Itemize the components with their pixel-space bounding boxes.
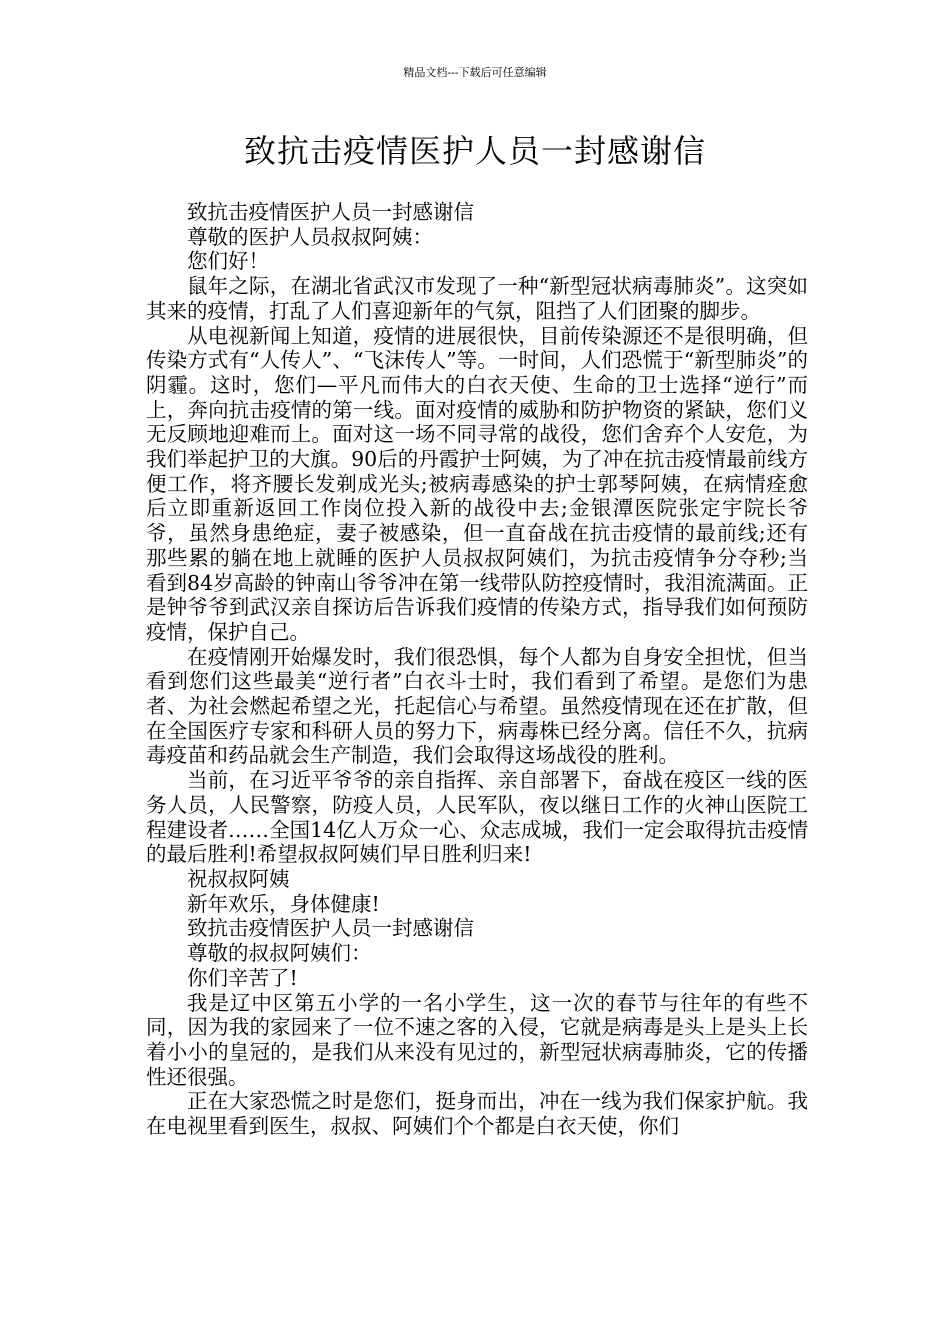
- paragraph: 在疫情刚开始爆发时，我们很恐惧，每个人都为自身安全担忧，但当看到您们这些最美“逆行者”白衣斗士时，我们看到了希望。是您们为患者、为社会燃起希望之光，托起信心与希望。虽然疫情现在还在扩散，但在全国医疗专家和科研人员的努力下，病毒株已经分离。信任不久，抗病毒疫苗和药品就会生产制造，我们会取得这场战役的胜利。: [146, 644, 808, 768]
- paragraph: 你们辛苦了!: [187, 965, 298, 990]
- paragraph: 正在大家恐慌之时是您们，挺身而出，冲在一线为我们保家护航。我在电视里看到医生，叔叔、阿姨们个个都是白衣天使，你们: [146, 1089, 808, 1139]
- paragraph: 我是辽中区第五小学的一名小学生，这一次的春节与往年的有些不同，因为我的家园来了一位不速之客的入侵，它就是病毒是头上是头上长着小小的皇冠的，是我们从来没有见过的，新型冠状病毒肺炎，它的传播性还很强。: [146, 990, 808, 1089]
- header-note: 精品文档---下载后可任意编辑: [403, 66, 547, 79]
- paragraph: 尊敬的叔叔阿姨们：: [187, 941, 372, 966]
- paragraph: 鼠年之际，在湖北省武汉市发现了一种“新型冠状病毒肺炎”。这突如其来的疫情，打乱了人们喜迎新年的气氛，阻挡了人们团聚的脚步。: [146, 274, 808, 323]
- paragraph: 您们好！: [187, 249, 269, 274]
- paragraph: 祝叔叔阿姨: [187, 866, 290, 891]
- paragraph: 致抗击疫情医护人员一封感谢信: [187, 916, 474, 941]
- paragraph: 致抗击疫情医护人员一封感谢信: [187, 200, 474, 224]
- paragraph: 从电视新闻上知道，疫情的进展很快，目前传染源还不是很明确，但传染方式有“人传人”、“飞沫传人”等。一时间，人们恐慌于“新型肺炎”的阴霾。这时，您们—平凡而伟大的白衣天使、生命的卫士选择“逆行”而上，奔向抗击疫情的第一线。面对疫情的威胁和防护物资的紧缺，您们义无反顾地迎难而上。面对这一场不同寻常的战役，您们舍弃个人安危，为我们举起护卫的大旗。90后的丹霞护士阿姨，为了冲在抗击疫情最前线方便工作，将齐腰长发剃成光头;被病毒感染的护士郭琴阿姨，在病情痊愈后立即重新返回工作岗位投入新的战役中去;金银潭医院张定宇院长爷爷，虽然身患绝症，妻子被感染，但一直奋战在抗击疫情的最前线;还有那些累的躺在地上就睡的医护人员叔叔阿姨们，为抗击疫情争分夺秒;当看到84岁高龄的钟南山爷爷冲在第一线带队防控疫情时，我泪流满面。正是钟爷爷到武汉亲自探访后告诉我们疫情的传染方式，指导我们如何预防疫情，保护自己。: [146, 323, 808, 644]
- paragraph: 尊敬的医护人员叔叔阿姨：: [187, 224, 433, 249]
- document-title: 致抗击疫情医护人员一封感谢信: [243, 132, 706, 170]
- paragraph: 当前，在习近平爷爷的亲自指挥、亲自部署下，奋战在疫区一线的医务人员，人民警察，防疫人员，人民军队，夜以继日工作的火神山医院工程建设者……全国14亿人万众一心、众志成城，我们一定会取得抗击疫情的最后胜利!希望叔叔阿姨们早日胜利归来!: [146, 768, 808, 867]
- letter-body: [146, 200, 808, 1139]
- paragraph: 新年欢乐，身体健康!: [187, 891, 380, 916]
